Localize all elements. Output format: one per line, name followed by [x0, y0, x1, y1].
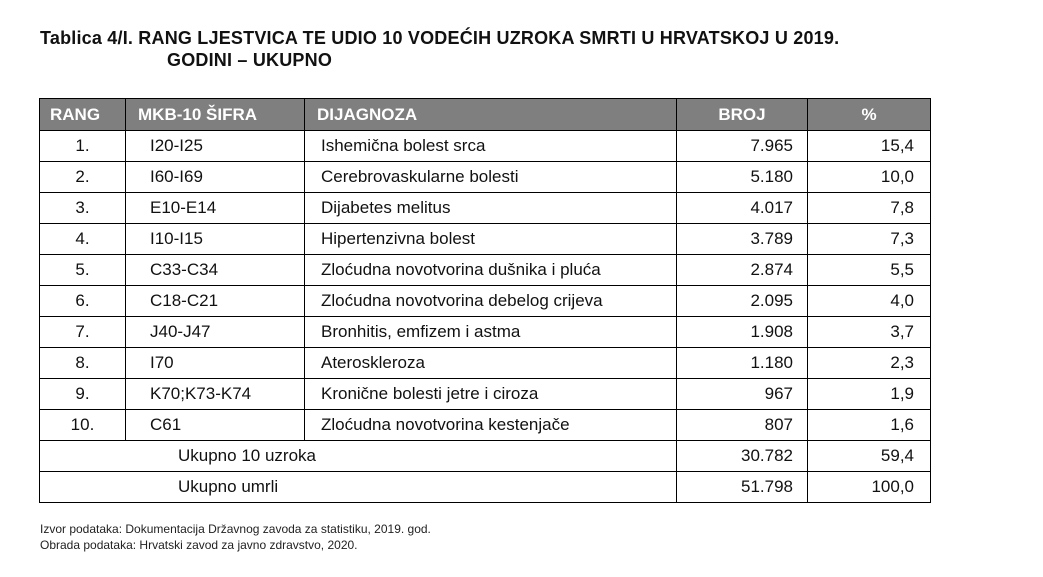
cell-dijagnoza: Zloćudna novotvorina kestenjače: [305, 410, 677, 441]
total-broj: 30.782: [677, 441, 808, 472]
cell-broj: 2.874: [677, 255, 808, 286]
header-mkb: MKB-10 ŠIFRA: [126, 99, 305, 131]
cell-mkb: C33-C34: [126, 255, 305, 286]
header-pct: %: [808, 99, 931, 131]
cell-mkb: I60-I69: [126, 162, 305, 193]
table-row: [40, 348, 931, 379]
cell-rang: 3.: [40, 193, 126, 224]
cell-mkb: E10-E14: [126, 193, 305, 224]
table-header-row: [40, 99, 931, 131]
cell-pct: 15,4: [808, 131, 931, 162]
cell-rang: 8.: [40, 348, 126, 379]
cell-mkb: C18-C21: [126, 286, 305, 317]
table-row: [40, 162, 931, 193]
table-row: [40, 317, 931, 348]
cell-pct: 7,3: [808, 224, 931, 255]
total-broj: 51.798: [677, 472, 808, 503]
cell-pct: 3,7: [808, 317, 931, 348]
cell-pct: 1,6: [808, 410, 931, 441]
cell-mkb: C61: [126, 410, 305, 441]
causes-of-death-table: [39, 98, 931, 503]
cell-pct: 1,9: [808, 379, 931, 410]
cell-rang: 1.: [40, 131, 126, 162]
footer-source: Izvor podataka: Dokumentacija Državnog zavoda za statistiku, 2019. god.: [40, 522, 431, 536]
table-title: [40, 27, 1000, 71]
cell-mkb: I20-I25: [126, 131, 305, 162]
cell-dijagnoza: Bronhitis, emfizem i astma: [305, 317, 677, 348]
cell-broj: 3.789: [677, 224, 808, 255]
table-row: [40, 286, 931, 317]
cell-rang: 7.: [40, 317, 126, 348]
total-pct: 100,0: [808, 472, 931, 503]
cell-pct: 2,3: [808, 348, 931, 379]
table-row: [40, 193, 931, 224]
table-title-line1: Tablica 4/I. RANG LJESTVICA TE UDIO 10 VODEĆIH UZROKA SMRTI U HRVATSKOJ U 2019.: [40, 28, 840, 48]
cell-rang: 6.: [40, 286, 126, 317]
cell-mkb: I70: [126, 348, 305, 379]
cell-pct: 4,0: [808, 286, 931, 317]
total-row: [40, 441, 931, 472]
table-row: [40, 379, 931, 410]
header-dijagnoza: DIJAGNOZA: [305, 99, 677, 131]
cell-broj: 1.180: [677, 348, 808, 379]
cell-broj: 4.017: [677, 193, 808, 224]
cell-rang: 10.: [40, 410, 126, 441]
cell-dijagnoza: Zloćudna novotvorina dušnika i pluća: [305, 255, 677, 286]
cell-mkb: J40-J47: [126, 317, 305, 348]
total-label: Ukupno umrli: [40, 472, 677, 503]
cell-broj: 5.180: [677, 162, 808, 193]
cell-rang: 9.: [40, 379, 126, 410]
cell-mkb: I10-I15: [126, 224, 305, 255]
cell-dijagnoza: Kronične bolesti jetre i ciroza: [305, 379, 677, 410]
cell-mkb: K70;K73-K74: [126, 379, 305, 410]
total-label: Ukupno 10 uzroka: [40, 441, 677, 472]
table-title-line2: GODINI – UKUPNO: [167, 50, 333, 70]
footer-notes: [40, 521, 431, 553]
cell-rang: 5.: [40, 255, 126, 286]
table-row: [40, 255, 931, 286]
footer-processing: Obrada podataka: Hrvatski zavod za javno zdravstvo, 2020.: [40, 538, 358, 552]
cell-pct: 7,8: [808, 193, 931, 224]
table-row: [40, 224, 931, 255]
cell-dijagnoza: Zloćudna novotvorina debelog crijeva: [305, 286, 677, 317]
table-row: [40, 410, 931, 441]
table-body: [40, 131, 931, 503]
header-rang: RANG: [40, 99, 126, 131]
cell-broj: 807: [677, 410, 808, 441]
cell-pct: 10,0: [808, 162, 931, 193]
cell-broj: 7.965: [677, 131, 808, 162]
total-pct: 59,4: [808, 441, 931, 472]
cell-broj: 2.095: [677, 286, 808, 317]
cell-broj: 967: [677, 379, 808, 410]
cell-rang: 4.: [40, 224, 126, 255]
cell-broj: 1.908: [677, 317, 808, 348]
cell-dijagnoza: Dijabetes melitus: [305, 193, 677, 224]
total-row: [40, 472, 931, 503]
cell-dijagnoza: Ateroskleroza: [305, 348, 677, 379]
cell-dijagnoza: Hipertenzivna bolest: [305, 224, 677, 255]
table-row: [40, 131, 931, 162]
header-broj: BROJ: [677, 99, 808, 131]
cell-dijagnoza: Cerebrovaskularne bolesti: [305, 162, 677, 193]
cell-pct: 5,5: [808, 255, 931, 286]
cell-rang: 2.: [40, 162, 126, 193]
cell-dijagnoza: Ishemična bolest srca: [305, 131, 677, 162]
